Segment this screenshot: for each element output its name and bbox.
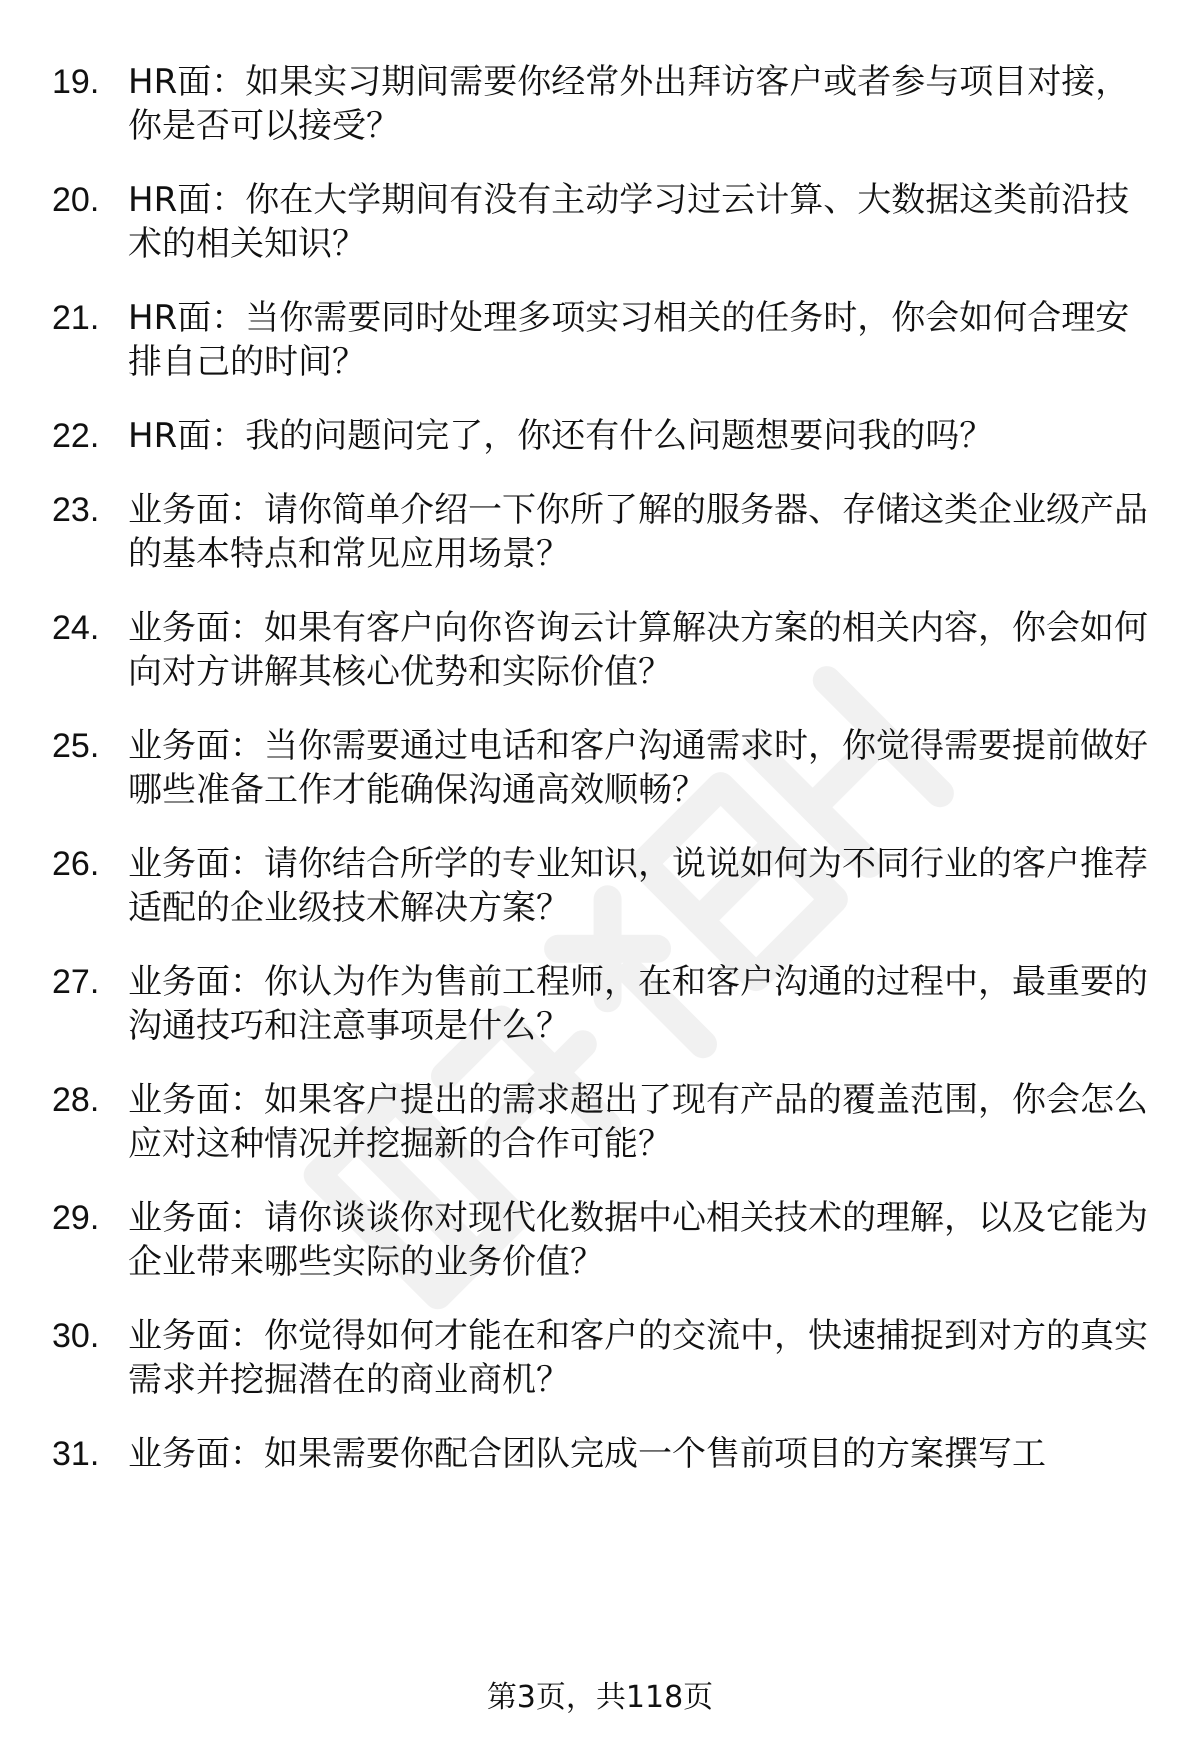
question-item	[52, 178, 1162, 266]
question-text: HR面：我的问题问完了，你还有什么问题想要问我的吗？	[128, 416, 994, 456]
question-number: 29.	[52, 1199, 100, 1237]
question-number: 28.	[52, 1081, 100, 1119]
question-item	[52, 296, 1162, 384]
question-text: 业务面：请你谈谈你对现代化数据中心相关技术的理解，以及它能为企业带来哪些实际的业务价值？	[128, 1198, 1148, 1282]
question-item	[52, 1314, 1162, 1402]
question-text: 业务面：请你结合所学的专业知识，说说如何为不同行业的客户推荐适配的企业级技术解决方案？	[128, 844, 1148, 928]
question-number: 19.	[52, 63, 100, 101]
question-text: 业务面：你觉得如何才能在和客户的交流中，快速捕捉到对方的真实需求并挖掘潜在的商业商机？	[128, 1316, 1148, 1400]
question-number: 21.	[52, 299, 100, 337]
question-number: 26.	[52, 845, 100, 883]
question-number: 23.	[52, 491, 100, 529]
question-number: 25.	[52, 727, 100, 765]
question-text: 业务面：你认为作为售前工程师，在和客户沟通的过程中，最重要的沟通技巧和注意事项是什么？	[128, 962, 1148, 1046]
question-item	[52, 488, 1162, 576]
question-item	[52, 414, 1162, 458]
question-text: 业务面：请你简单介绍一下你所了解的服务器、存储这类企业级产品的基本特点和常见应用场景？	[128, 490, 1148, 574]
question-text: 业务面：如果有客户向你咨询云计算解决方案的相关内容，你会如何向对方讲解其核心优势和实际价值？	[128, 608, 1148, 692]
question-list	[52, 60, 1162, 1506]
question-text: HR面：当你需要同时处理多项实习相关的任务时，你会如何合理安排自己的时间？	[128, 298, 1130, 382]
question-item	[52, 606, 1162, 694]
question-text: 业务面：如果客户提出的需求超出了现有产品的覆盖范围，你会怎么应对这种情况并挖掘新的合作可能？	[128, 1080, 1148, 1164]
question-number: 22.	[52, 417, 100, 455]
question-number: 24.	[52, 609, 100, 647]
question-item	[52, 960, 1162, 1048]
question-item	[52, 1078, 1162, 1166]
question-number: 30.	[52, 1317, 100, 1355]
question-text: HR面：如果实习期间需要你经常外出拜访客户或者参与项目对接，你是否可以接受？	[128, 62, 1130, 146]
question-text: 业务面：如果需要你配合团队完成一个售前项目的方案撰写工	[128, 1434, 1046, 1474]
question-item	[52, 724, 1162, 812]
question-item	[52, 1196, 1162, 1284]
question-number: 27.	[52, 963, 100, 1001]
question-number: 20.	[52, 181, 100, 219]
question-number: 31.	[52, 1435, 100, 1473]
page-number-footer: 第3页，共118页	[486, 1680, 714, 1715]
question-item	[52, 1432, 1162, 1476]
question-item	[52, 60, 1162, 148]
question-item	[52, 842, 1162, 930]
question-text: 业务面：当你需要通过电话和客户沟通需求时，你觉得需要提前做好哪些准备工作才能确保沟通高效顺畅？	[128, 726, 1148, 810]
question-text: HR面：你在大学期间有没有主动学习过云计算、大数据这类前沿技术的相关知识？	[128, 180, 1130, 264]
